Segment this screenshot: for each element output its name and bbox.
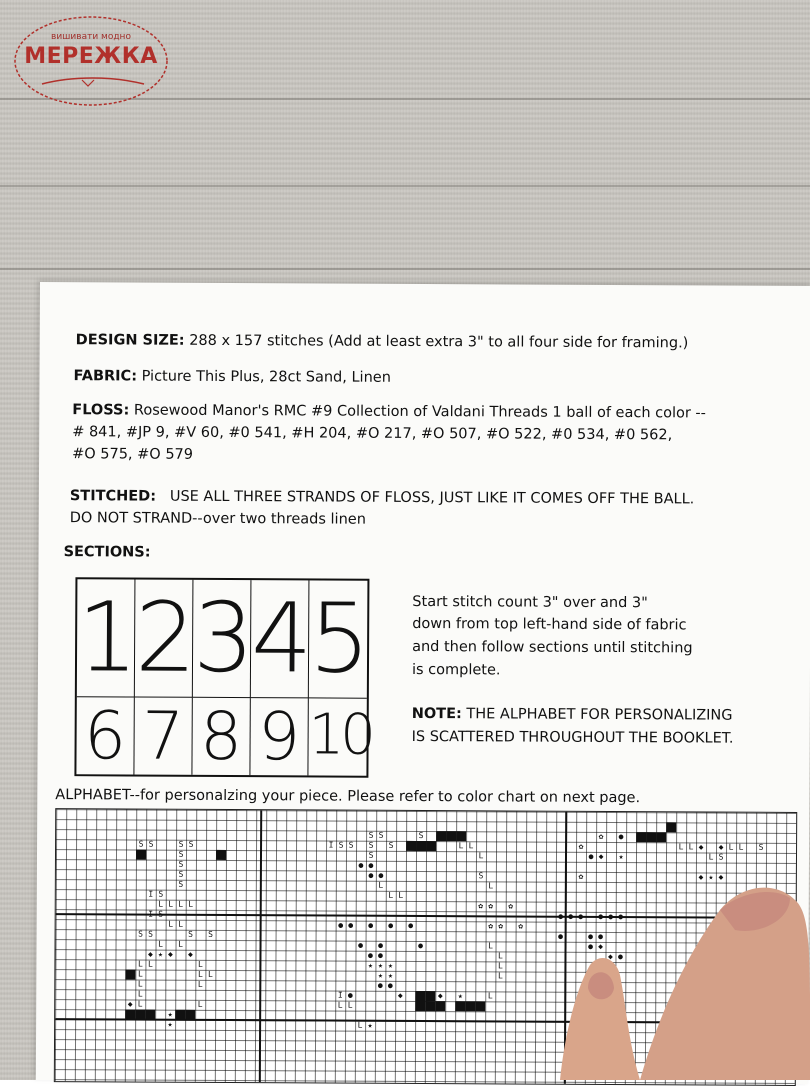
stitch-symbol: L: [357, 1020, 363, 1030]
stitch-symbol: ★: [367, 1020, 373, 1030]
stitch-symbol: I: [148, 909, 154, 919]
section-cell-3: 3: [193, 580, 252, 698]
stitch-symbol: L: [378, 880, 384, 890]
floss-label: FLOSS:: [72, 402, 130, 419]
stitch-symbol: ✿: [508, 901, 514, 911]
stitch-symbol: ●: [558, 931, 564, 941]
stitch-symbol: ◆: [397, 990, 403, 1000]
stitch-symbol: L: [738, 842, 744, 852]
stitch-symbol: L: [168, 919, 174, 929]
stitch-symbol: L: [137, 979, 143, 989]
stitch-symbol: ●: [338, 920, 344, 930]
stitch-symbol: L: [178, 939, 183, 949]
stitch-symbol: ◆: [698, 872, 704, 882]
stitch-symbol: ★: [387, 970, 393, 980]
stitch-symbol: ●: [368, 870, 374, 880]
stitch-symbol: L: [147, 959, 153, 969]
stitch-symbol: L: [178, 899, 184, 909]
stitch-symbol: ◆: [718, 872, 724, 882]
stitch-symbol: ★: [387, 960, 393, 970]
stitch-symbol: L: [137, 989, 143, 999]
stitch-symbol: S: [368, 850, 374, 860]
stitch-symbol: L: [497, 961, 503, 971]
stitch-symbol: S: [158, 889, 164, 899]
stitch-symbol: ◆: [127, 999, 133, 1009]
stitch-symbol: L: [708, 852, 714, 862]
stitched-label: STITCHED:: [69, 488, 157, 505]
logo-tagline: вишивати модно: [51, 32, 131, 42]
stitch-symbol: S: [378, 830, 384, 840]
section-cell-2: 2: [135, 580, 194, 698]
stitch-symbol: S: [348, 840, 354, 850]
stitch-symbol: L: [388, 890, 394, 900]
start-text-4: is complete.: [411, 661, 501, 679]
stitch-symbol: ●: [387, 980, 393, 990]
stitch-symbol: S: [178, 859, 184, 869]
alphabet-caption: ALPHABET--for personalzing your piece. Please refer to color chart on next page.: [55, 787, 641, 807]
stitch-symbol: ★: [377, 960, 383, 970]
floss-text-1: Rosewood Manor's RMC #9 Collection of Valdani Threads 1 ball of each color --: [133, 402, 706, 422]
stitch-symbol: ✿: [498, 921, 504, 931]
stitch-symbol: L: [137, 959, 143, 969]
fabric-label: FABRIC:: [73, 368, 138, 385]
floss-text-3: #O 575, #O 579: [72, 446, 194, 463]
start-text-2: down from top left-hand side of fabric: [412, 615, 687, 634]
stitched-text: USE ALL THREE STRANDS OF FLOSS, JUST LIKE IT COMES OFF THE BALL.: [169, 488, 695, 508]
stitch-symbol: ✿: [578, 841, 584, 851]
section-cell-6: 6: [76, 697, 134, 774]
stitch-symbol: S: [388, 840, 394, 850]
stitch-symbol: S: [718, 852, 724, 862]
stitch-symbol: L: [178, 919, 184, 929]
stitch-symbol: ★: [708, 872, 714, 882]
stitch-symbol: ✿: [578, 871, 584, 881]
stitch-symbol: L: [458, 841, 464, 851]
section-cell-1: 1: [77, 579, 136, 697]
stitch-symbol: ◆: [168, 949, 173, 959]
stitch-symbol: L: [137, 969, 143, 979]
logo-name: МЕРЕЖКА: [24, 44, 158, 69]
stitch-symbol: L: [728, 842, 734, 852]
stitch-symbol: S: [158, 909, 164, 919]
stitch-symbol: S: [188, 929, 194, 939]
stitch-symbol: ●: [347, 990, 353, 1000]
stitched-text-2: DO NOT STRAND--over two threads linen: [69, 510, 366, 528]
stitch-symbol: L: [488, 881, 494, 891]
stitch-symbol: ●: [358, 860, 364, 870]
stitch-symbol: L: [197, 999, 203, 1009]
stitch-symbol: ◆: [148, 949, 153, 959]
stitch-symbol: S: [178, 869, 184, 879]
stitch-symbol: ●: [368, 920, 374, 930]
stitch-symbol: ★: [377, 970, 383, 980]
stitch-symbol: L: [158, 899, 164, 909]
stitch-symbol: ●: [378, 870, 384, 880]
floss-text-2: # 841, #JP 9, #V 60, #0 541, #H 204, #O 217, #O 507, #O 522, #0 534, #0 562,: [72, 424, 673, 444]
stitch-symbol: ★: [618, 852, 624, 862]
start-text-3: and then follow sections until stitching: [412, 638, 693, 657]
stitch-symbol: L: [347, 1000, 353, 1010]
stitch-symbol: ◆: [598, 851, 604, 861]
stitch-symbol: ●: [368, 950, 373, 960]
start-text-1: Start stitch count 3" over and 3": [412, 593, 648, 612]
section-cell-5: 5: [309, 580, 368, 698]
stitch-symbol: L: [498, 951, 503, 961]
stitch-symbol: ●: [608, 911, 614, 922]
stitch-symbol: ✿: [518, 921, 524, 931]
stitch-symbol: ●: [408, 920, 414, 930]
stitch-symbol: ✿: [488, 921, 494, 931]
stitch-symbol: ★: [167, 1009, 173, 1019]
stitch-symbol: S: [138, 929, 144, 939]
stitch-symbol: L: [488, 941, 493, 951]
stitch-symbol: ◆: [718, 842, 724, 852]
stitch-symbol: L: [158, 939, 163, 949]
stitch-symbol: ✿: [478, 901, 484, 911]
stitch-symbol: S: [338, 840, 344, 850]
stitch-symbol: L: [478, 851, 484, 861]
stitch-symbol: L: [468, 841, 474, 851]
stitch-symbol: L: [197, 969, 203, 979]
stitch-symbol: I: [148, 889, 154, 899]
stitch-symbol: ●: [588, 941, 593, 951]
stitch-symbol: ◆: [698, 842, 704, 852]
stitch-symbol: ●: [598, 911, 604, 921]
stitch-symbol: S: [178, 849, 184, 859]
stitch-symbol: ●: [388, 920, 394, 930]
stitch-symbol: I: [328, 840, 334, 850]
stitch-symbol: ✿: [488, 901, 494, 911]
note-text-1: THE ALPHABET FOR PERSONALIZING: [466, 706, 733, 724]
stitch-symbol: ●: [588, 931, 594, 941]
stitch-symbol: ◆: [608, 951, 613, 962]
stitch-symbol: ★: [367, 960, 373, 970]
stitch-symbol: ●: [378, 940, 383, 950]
stitch-symbol: L: [688, 842, 694, 852]
stitch-symbol: S: [178, 879, 184, 889]
section-cell-7: 7: [134, 698, 192, 775]
stitch-symbol: L: [188, 899, 194, 909]
stitch-symbol: ●: [568, 911, 574, 921]
section-cell-4: 4: [251, 580, 310, 698]
section-cell-8: 8: [192, 698, 250, 775]
stitch-symbol: L: [197, 979, 203, 989]
stitch-symbol: ✿: [598, 831, 604, 841]
stitch-symbol: L: [398, 890, 404, 900]
stitch-symbol: ●: [618, 952, 623, 962]
stitch-symbol: ●: [588, 851, 594, 861]
stitch-symbol: L: [678, 842, 684, 852]
note-label: NOTE:: [411, 705, 462, 723]
stitch-symbol: ★: [158, 949, 163, 959]
stitch-symbol: ◆: [437, 991, 443, 1001]
note-text-2: IS SCATTERED THROUGHOUT THE BOOKLET.: [411, 728, 734, 747]
stitch-symbol: L: [337, 1000, 343, 1010]
stitch-symbol: S: [188, 839, 194, 849]
stitch-symbol: S: [368, 840, 374, 850]
stitch-symbol: ●: [578, 911, 584, 921]
stitch-symbol: L: [197, 959, 203, 969]
stitch-symbol: ●: [418, 940, 423, 951]
stitch-symbol: ★: [457, 991, 463, 1001]
fabric-text: Picture This Plus, 28ct Sand, Linen: [141, 368, 391, 386]
section-cell-9: 9: [250, 698, 308, 775]
stitch-symbol: S: [758, 842, 764, 852]
stitch-symbol: ●: [368, 860, 374, 870]
stitch-symbol: L: [137, 999, 143, 1009]
stitch-symbol: ★: [167, 1019, 173, 1029]
stitch-symbol: S: [418, 830, 424, 841]
stitch-symbol: L: [487, 991, 493, 1001]
design-size-label: DESIGN SIZE:: [75, 332, 185, 349]
stitch-symbol: ●: [558, 911, 564, 921]
stitch-symbol: S: [178, 839, 184, 849]
stitch-symbol: ●: [618, 912, 624, 922]
stitch-symbol: ◆: [598, 941, 603, 951]
section-cell-10: 10: [308, 702, 373, 768]
stitch-symbol: ●: [348, 920, 354, 930]
stitch-symbol: ●: [598, 931, 604, 941]
stitch-symbol: S: [148, 929, 154, 939]
stitch-symbol: L: [497, 971, 503, 981]
stitch-symbol: ●: [618, 832, 624, 842]
stitch-symbol: ●: [377, 980, 383, 990]
stitch-symbol: ●: [358, 940, 363, 950]
stitch-symbol: S: [208, 929, 214, 939]
design-size-text: 288 x 157 stitches (Add at least extra 3" to all four side for framing.): [189, 332, 689, 352]
stitch-symbol: S: [138, 839, 144, 849]
stitch-symbol: S: [478, 871, 484, 881]
stitch-symbol: ◆: [188, 949, 193, 959]
sections-label: SECTIONS:: [63, 544, 151, 561]
stitch-symbol: ●: [378, 950, 383, 960]
stitch-symbol: L: [168, 899, 174, 909]
stitch-symbol: I: [337, 990, 343, 1000]
stitch-symbol: S: [148, 839, 154, 849]
stitch-symbol: S: [368, 830, 374, 840]
stitch-symbol: L: [207, 969, 213, 979]
